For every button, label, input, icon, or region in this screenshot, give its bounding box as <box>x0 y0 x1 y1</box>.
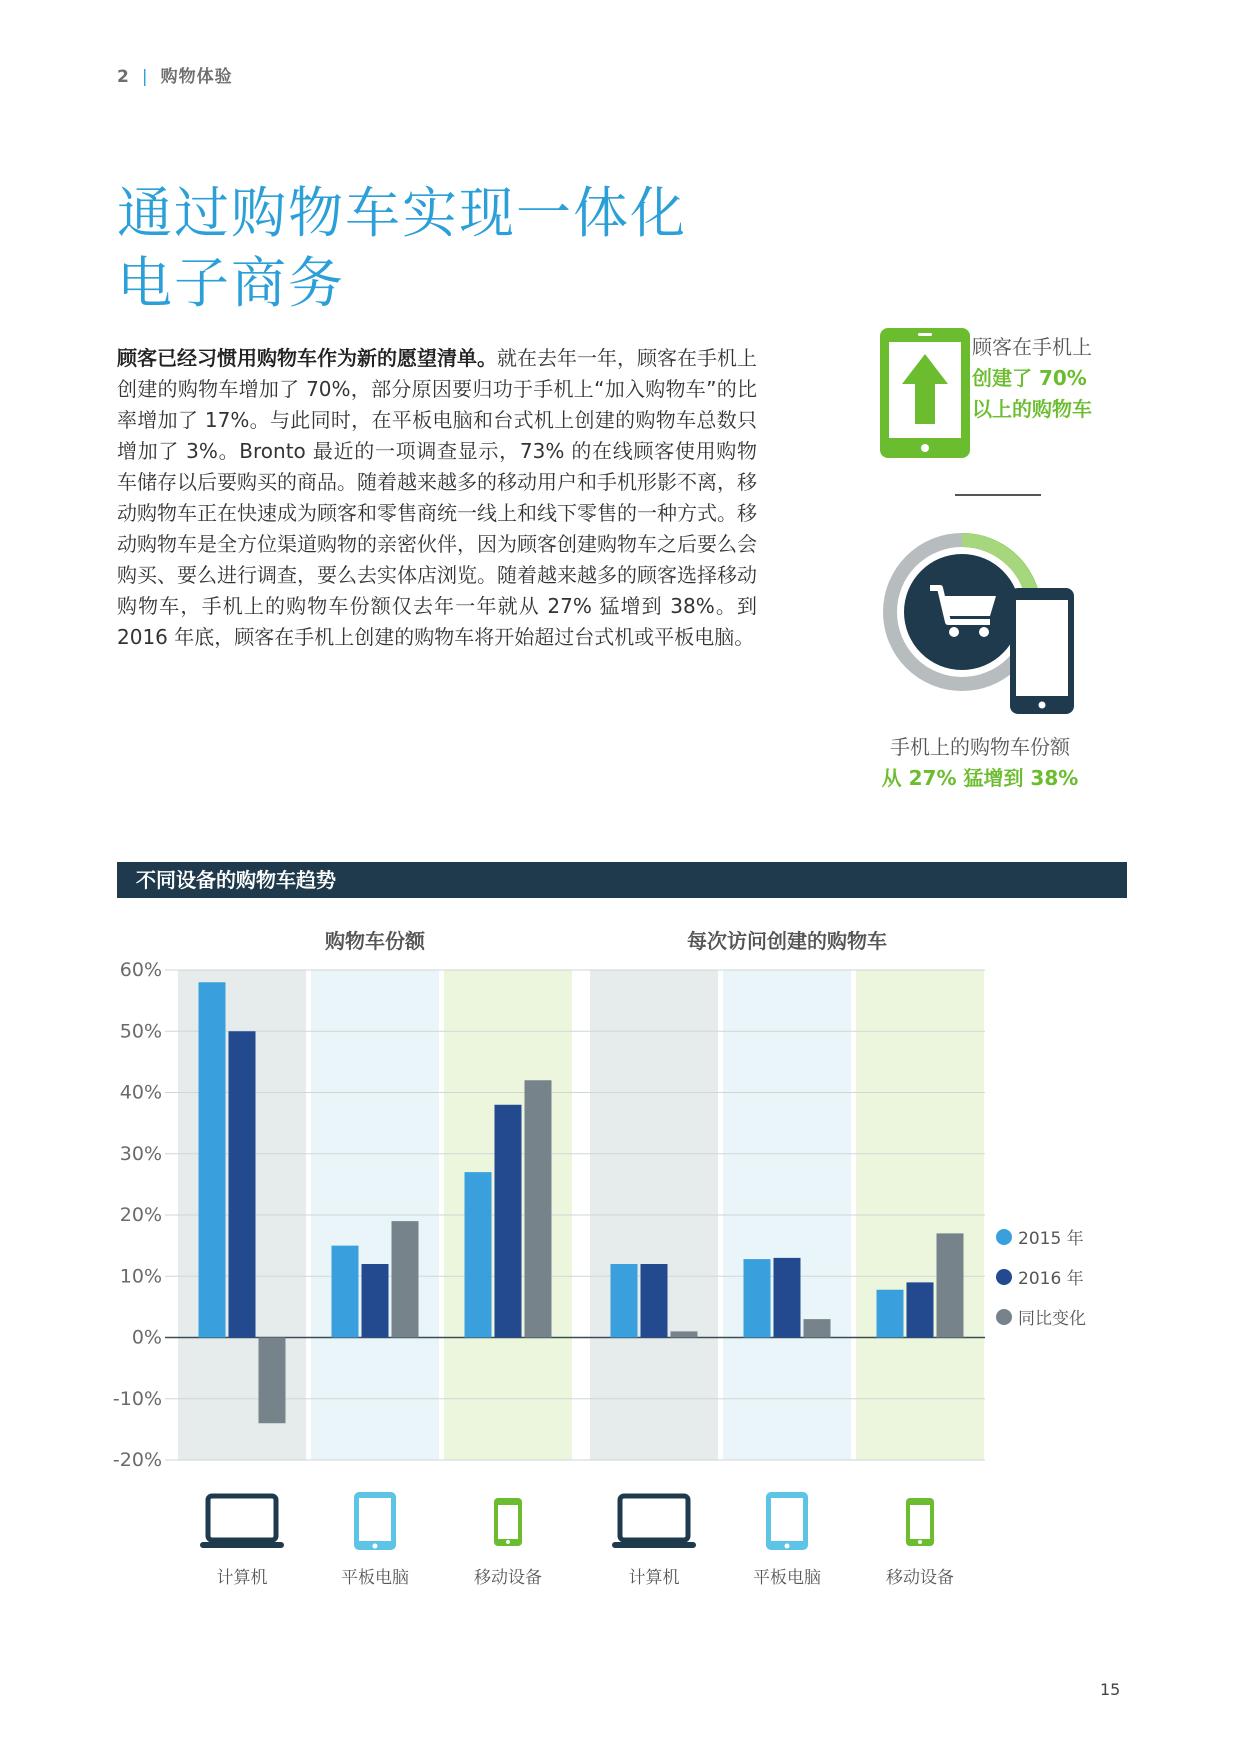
legend-label: 同比变化 <box>1018 1309 1086 1329</box>
bar-2015 <box>465 1172 492 1337</box>
body-text: 就在去年一年，顾客在手机上创建的购物车增加了 70%，部分原因要归功于手机上“加入购物车”的比率增加了 17%。与此同时，在平板电脑和台式机上创建的购物车总数只增加了 3%。Bronto 最近的一项调查显示，73% 的在线顾客使用购物车储存以后要购买的商品。随着越来越多的移动用户和手机形影不离，移动购物车正在快速成为顾客和零售商统一线上和线下零售的一种方式。移动购物车是全方位渠道购物的亲密伙伴，因为顾客创建购物车之后要么会购买、要么进行调查，要么去实体店浏览。随着越来越多的顾客选择移动购物车，手机上的购物车份额仅去年一年就从 27% 猛增到 38%。到 2016 年底，顾客在手机上创建的购物车将开始超过台式机或平板电脑。 <box>117 346 757 649</box>
bar-yoy <box>804 1319 831 1337</box>
cart-share-donut <box>880 530 1080 720</box>
y-tick-label: -10% <box>112 1387 162 1410</box>
body-paragraph <box>117 343 757 653</box>
title-line-1: 通过购物车实现一体化 <box>117 181 688 245</box>
phone-up-arrow-icon <box>880 328 970 458</box>
page-header <box>117 62 233 87</box>
bar-2015 <box>877 1290 904 1338</box>
legend-label: 2015 年 <box>1018 1229 1084 1249</box>
y-tick-label: -20% <box>112 1449 162 1471</box>
device-cart-trends-chart <box>0 900 1240 1640</box>
bar-2015 <box>199 982 226 1337</box>
bar-yoy <box>259 1338 286 1424</box>
y-tick-label: 10% <box>119 1265 162 1288</box>
legend-swatch <box>996 1269 1012 1285</box>
bar-yoy <box>937 1233 964 1337</box>
bar-yoy <box>392 1221 419 1337</box>
stat-divider <box>955 494 1041 496</box>
body-lead: 顾客已经习惯用购物车作为新的愿望清单。 <box>117 346 497 370</box>
stat1-line-3: 以上的购物车 <box>972 397 1092 421</box>
page-title <box>117 178 687 318</box>
bar-2016 <box>907 1282 934 1337</box>
phone-icon-button <box>918 1540 922 1544</box>
stat-mobile-carts <box>972 332 1092 425</box>
smartphone-icon <box>1010 588 1074 714</box>
bar-2016 <box>362 1264 389 1338</box>
laptop-icon-base <box>612 1542 696 1548</box>
phone-icon-screen <box>910 1505 930 1539</box>
header-separator: | <box>141 67 149 87</box>
bar-2015 <box>332 1246 359 1338</box>
header-section: 购物体验 <box>160 67 233 87</box>
bar-2016 <box>495 1105 522 1338</box>
y-tick-label: 50% <box>119 1020 162 1043</box>
phone-icon-button <box>506 1540 510 1544</box>
phone-icon-screen <box>498 1505 518 1539</box>
y-tick-label: 60% <box>119 959 162 981</box>
tablet-icon-screen <box>359 1498 391 1541</box>
laptop-icon <box>620 1496 688 1540</box>
category-label: 计算机 <box>628 1568 680 1588</box>
chart-title: 购物车份额 <box>325 929 425 953</box>
stat-cart-share <box>830 732 1130 794</box>
bar-2016 <box>229 1031 256 1337</box>
category-label: 计算机 <box>216 1568 268 1588</box>
laptop-icon <box>208 1496 276 1540</box>
tablet-icon-button <box>373 1544 378 1549</box>
bar-yoy <box>671 1331 698 1337</box>
header-page-number: 2 <box>117 67 130 87</box>
stat2-line-2: 从 27% 猛增到 38% <box>881 766 1079 790</box>
legend-swatch <box>996 1309 1012 1325</box>
bar-2015 <box>744 1259 771 1337</box>
y-tick-label: 30% <box>119 1142 162 1165</box>
chart-title: 每次访问创建的购物车 <box>687 929 887 953</box>
y-tick-label: 40% <box>119 1081 162 1104</box>
stat1-line-2: 创建了 70% <box>972 366 1087 390</box>
bar-2016 <box>641 1264 668 1338</box>
y-tick-label: 20% <box>119 1204 162 1226</box>
stat1-line-1: 顾客在手机上 <box>972 335 1092 359</box>
bar-2015 <box>611 1264 638 1338</box>
y-tick-label: 0% <box>131 1326 162 1349</box>
stat2-line-1: 手机上的购物车份额 <box>890 735 1070 759</box>
category-label: 平板电脑 <box>753 1568 821 1588</box>
laptop-icon-base <box>200 1542 284 1548</box>
category-label: 移动设备 <box>474 1568 542 1588</box>
bar-yoy <box>525 1080 552 1337</box>
tablet-icon-button <box>785 1544 790 1549</box>
legend-swatch <box>996 1229 1012 1245</box>
bar-2016 <box>774 1258 801 1338</box>
legend-label: 2016 年 <box>1018 1269 1084 1289</box>
category-label: 平板电脑 <box>341 1568 409 1588</box>
section-title-bar: 不同设备的购物车趋势 <box>117 862 1127 898</box>
tablet-icon-screen <box>771 1498 803 1541</box>
page-number: 15 <box>1100 1680 1121 1699</box>
category-label: 移动设备 <box>886 1568 954 1588</box>
title-line-2: 电子商务 <box>117 251 346 315</box>
